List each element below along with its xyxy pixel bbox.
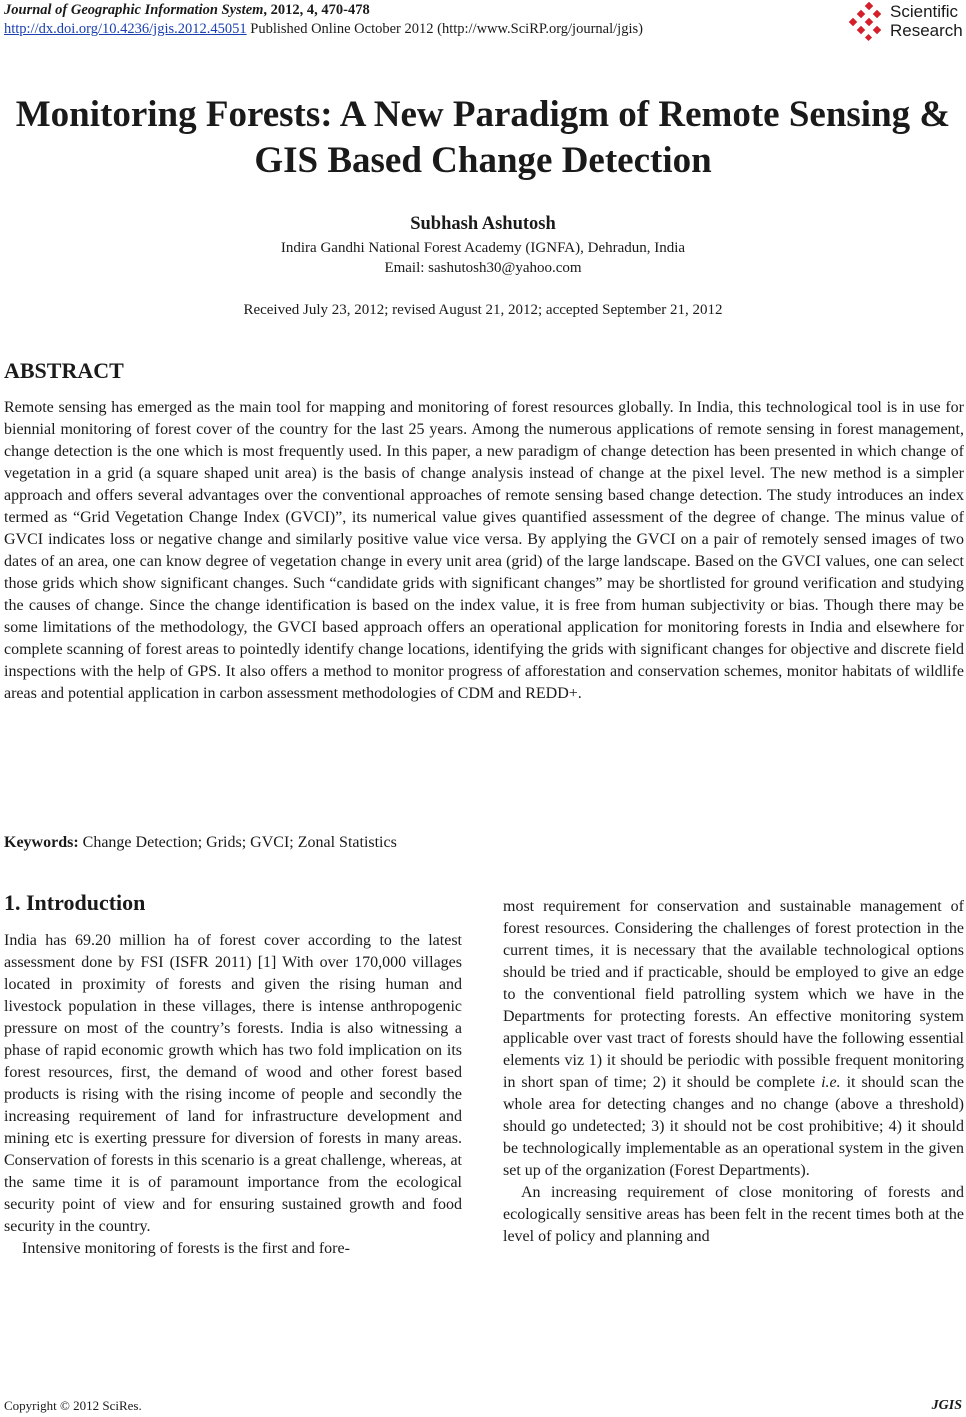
doi-link[interactable]: http://dx.doi.org/10.4236/jgis.2012.45051: [4, 21, 247, 37]
section-heading-introduction: 1. Introduction: [4, 890, 146, 915]
abstract-text: Remote sensing has emerged as the main tool for mapping and monitoring of forest resources globally. In India, this technological tool is in use for biennial monitoring of forest cover of the country for the last 25 years. Among the numerous applications of remote sensing in forest management, change detection is the one which is most frequently used. In this paper, a new paradigm of change detection has been presented in which change of vegetation in a grid (a square shaped unit area) is the basis of change analysis instead of change at the pixel level. The new method is a simpler approach and offers several advantages over the conventional approaches of remote sensing based change detection. The study introduces an index termed as “Grid Vegetation Change Index (GVCI)”, its numerical value gives quantified assessment of the degree of change. The minus value of GVCI indicates loss or negative change and similarly positive value vice versa. By applying the GVCI on a pair of remotely sensed images of two dates of an area, one can know degree of vegetation change in every unit area (grid) of the large landscape. Based on the GVCI values, one can select those grids which show significant changes. Such “candidate grids with significant changes” may be shortlisted for ground verification and studying the causes of change. Since the change identification is based on the index value, it is free from human subjectivity or bias. Though there may be some limitations of the methodology, the GVCI based approach offers an operational application for monitoring forests in India and elsewhere for complete scanning of forest areas to pointedly identify change locations, identifying the grids with significant changes for objective and discrete field inspections with the help of GPS. It also offers a method to monitor progress of afforestation and conservation schemes, monitor habitats of wildlife areas and potential application in carbon assessment methodologies of CDM and REDD+.: [4, 399, 964, 702]
abstract-heading: ABSTRACT: [4, 358, 124, 383]
doi-line: [4, 21, 643, 38]
title-line-1: Monitoring Forests: A New Paradigm of Remote Sensing &: [15, 94, 951, 135]
paragraph: Intensive monitoring of forests is the first and fore-: [22, 1240, 350, 1257]
logo-text: [890, 2, 963, 40]
keywords-label: Keywords:: [4, 834, 79, 851]
logo-line-1: Scientific: [890, 2, 959, 21]
paragraph-text: most requirement for conservation and sustainable management of forest resources. Considering the challenges of forest protection in the current times, it is necessary that the available technological options should be tried and if practicable, should be employed to give an edge to the conventional field patrolling system which we have in the Departments for protecting forests. An effective monitoring system applicable over vast tract of forests should have the following essential elements viz 1) it should be periodic with possible frequent monitoring in short span of time; 2) it should be complete: [503, 898, 964, 1091]
paragraph-italic: i.e.: [821, 1074, 841, 1091]
received-dates: Received July 23, 2012; revised August 21, 2012; accepted September 21, 2012: [243, 302, 723, 318]
paragraph: India has 69.20 million ha of forest cover according to the latest assessment done by FSI (ISFR 2011) [1] With over 170,000 villages located in proximity of forests and given the rising human and livestock population in these villages, there is intense anthropogenic pressure on most of the country’s forests. India is also witnessing a phase of rapid economic growth which has two fold implication on its forest resources, first, the demand of wood and other forest based products is rising with the rising income of people and secondly the increasing requirement of land for infrastructure development and mining etc is exerting pressure for diversion of forests in many areas. Conservation of forests in this scenario is a great challenge, whereas, at the same time it is of paramount importance from the ecological security point of view and for ensuring sustained growth and food security in the country.: [4, 932, 462, 1235]
right-column: [503, 896, 964, 1248]
publication-info: Published Online October 2012 (http://www.SciRP.org/journal/jgis): [246, 21, 643, 37]
paper-title: [0, 92, 966, 184]
journal-volume: , 2012, 4, 470-478: [263, 2, 370, 18]
author-email: Email: sashutosh30@yahoo.com: [384, 260, 582, 276]
paragraph: [503, 896, 964, 1182]
paragraph: An increasing requirement of close monitoring of forests and ecologically sensitive areas has been felt in the recent times both at the level of policy and planning and: [503, 1184, 964, 1245]
journal-header: [4, 2, 370, 19]
author-affiliation: Indira Gandhi National Forest Academy (IGNFA), Dehradun, India: [280, 240, 686, 256]
keywords-text: Change Detection; Grids; GVCI; Zonal Statistics: [78, 834, 397, 851]
keywords: [4, 834, 397, 852]
logo-line-2: Research: [890, 21, 963, 40]
logo-mark-icon: [848, 2, 888, 42]
journal-abbreviation: JGIS: [931, 1398, 962, 1413]
title-line-2: GIS Based Change Detection: [254, 140, 712, 181]
publisher-logo: [848, 2, 966, 42]
paragraph-text: it should scan the whole area for detecting changes and no change (above a threshold) should go undetected; 3) it should not be cost prohibitive; 4) it should be technologically implementable as an operational system in the given set up of the organization (Forest Departments).: [503, 1074, 964, 1179]
copyright: Copyright © 2012 SciRes.: [4, 1398, 142, 1413]
journal-name: Journal of Geographic Information System: [4, 2, 264, 18]
left-column: [4, 930, 462, 1260]
author-name: Subhash Ashutosh: [410, 214, 556, 234]
